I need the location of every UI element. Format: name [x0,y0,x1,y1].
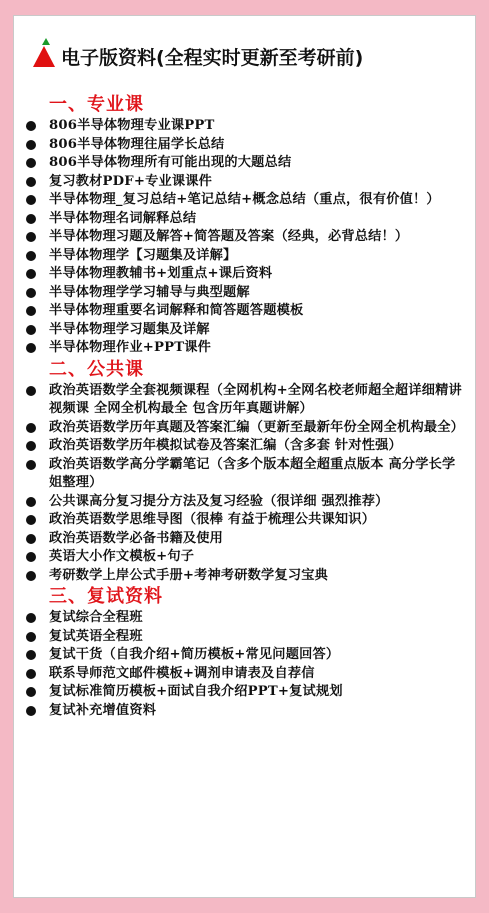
list-item [23,265,463,284]
bullet-icon [26,669,36,679]
list-item [23,191,463,210]
list-item-text: 政治英语数学必备书籍及使用 [49,530,224,546]
list-item-text: 半导体物理_复习总结+笔记总结+概念总结（重点，很有价值！） [49,192,440,207]
bullet-icon [26,534,36,544]
section-title: 三、复试资料 [49,586,163,607]
item-list [23,382,463,586]
list-item [23,247,463,266]
bullet-icon [26,552,36,562]
bullet-icon [26,441,36,451]
list-item-text: 半导体物理教辅书+划重点+课后资料 [49,266,273,281]
list-item [23,683,463,702]
bullet-icon [26,613,36,623]
list-item-text: 半导体物理习题及解答+简答题及答案（经典，必背总结！） [49,229,409,244]
bullet-icon [26,650,36,660]
list-item [23,210,463,229]
list-item-text: 政治英语数学历年真题及答案汇编（更新至最新年份全网全机构最全） [49,419,465,435]
list-item [23,419,463,438]
bullet-icon [26,269,36,279]
list-item [23,665,463,684]
list-item-text: 英语大小作文模板+句子 [49,549,195,564]
bullet-icon [26,706,36,716]
list-item [23,382,463,419]
list-item-text: 半导体物理作业+PPT课件 [49,340,211,355]
item-list [23,117,463,358]
bullet-icon [26,214,36,224]
list-item-text: 半导体物理学习题集及详解 [49,321,210,337]
list-item [23,437,463,456]
warning-triangle-icon [33,44,55,68]
list-item-text: 政治英语数学全套视频课程（全网机构+全网名校老师超全超详细精讲视频课 全网全机构最全 包含历年真题讲解） [49,382,462,416]
list-item-text: 政治英语数学思维导图（很棒 有益于梳理公共课知识） [49,512,376,527]
list-item-text: 半导体物理学学习辅导与典型题解 [49,284,250,300]
list-item [23,284,463,303]
bullet-icon [26,158,36,168]
list-item [23,302,463,321]
item-list [23,609,463,720]
list-item [23,493,463,512]
list-item [23,646,463,665]
list-item-text: 半导体物理重要名词解释和简答题答题模板 [49,303,304,318]
bullet-icon [26,343,36,353]
list-item [23,511,463,530]
bullet-icon [26,325,36,335]
list-item [23,136,463,155]
list-item-text: 公共课高分复习提分方法及复习经验（很详细 强烈推荐） [49,493,389,509]
list-item-text: 806半导体物理往届学长总结 [49,136,225,152]
bullet-icon [26,687,36,697]
list-item-text: 复习教材PDF+专业课课件 [49,173,213,189]
content [23,93,463,720]
list-item-text: 806半导体物理专业课PPT [49,118,215,133]
list-item [23,456,463,493]
list-item [23,609,463,628]
bullet-icon [26,571,36,581]
page-title: 电子版资料(全程实时更新至考研前) [61,46,364,69]
header [33,40,363,72]
list-item [23,173,463,192]
list-item-text: 联系导师范文邮件模板+调剂申请表及自荐信 [49,665,315,681]
bullet-icon [26,460,36,470]
list-item [23,702,463,721]
bullet-icon [26,232,36,242]
bullet-icon [26,177,36,187]
list-item-text: 考研数学上岸公式手册+考神考研数学复习宝典 [49,567,328,583]
section-title: 一、专业课 [49,94,144,115]
list-item-text: 半导体物理学【习题集及详解】 [49,247,237,263]
list-item [23,339,463,358]
bullet-icon [26,195,36,205]
list-item-text: 806半导体物理所有可能出现的大题总结 [49,155,292,170]
bullet-icon [26,423,36,433]
list-item [23,548,463,567]
section [23,358,463,586]
list-item [23,628,463,647]
section-title: 二、公共课 [49,358,144,380]
list-item-text: 政治英语数学历年模拟试卷及答案汇编（含多套 针对性强） [49,438,402,453]
list-item-text: 复试英语全程班 [49,628,143,644]
list-item [23,154,463,173]
list-item-text: 复试干货（自我介绍+简历模板+常见问题回答） [49,647,340,662]
section [23,585,463,720]
list-item-text: 半导体物理名词解释总结 [49,210,197,226]
list-item [23,530,463,549]
bullet-icon [26,497,36,507]
bullet-icon [26,121,36,131]
list-item [23,567,463,586]
list-item-text: 政治英语数学高分学霸笔记（含多个版本超全超重点版本 高分学长学姐整理） [49,456,456,490]
bullet-icon [26,288,36,298]
list-item-text: 复试补充增值资料 [49,702,157,718]
list-item-text: 复试标准简历模板+面试自我介绍PPT+复试规划 [49,684,343,699]
list-item [23,117,463,136]
list-item-text: 复试综合全程班 [49,610,143,625]
bullet-icon [26,251,36,261]
bullet-icon [26,515,36,525]
bullet-icon [26,140,36,150]
bullet-icon [26,306,36,316]
list-item [23,321,463,340]
list-item [23,228,463,247]
bullet-icon [26,632,36,642]
section [23,93,463,358]
bullet-icon [26,386,36,396]
